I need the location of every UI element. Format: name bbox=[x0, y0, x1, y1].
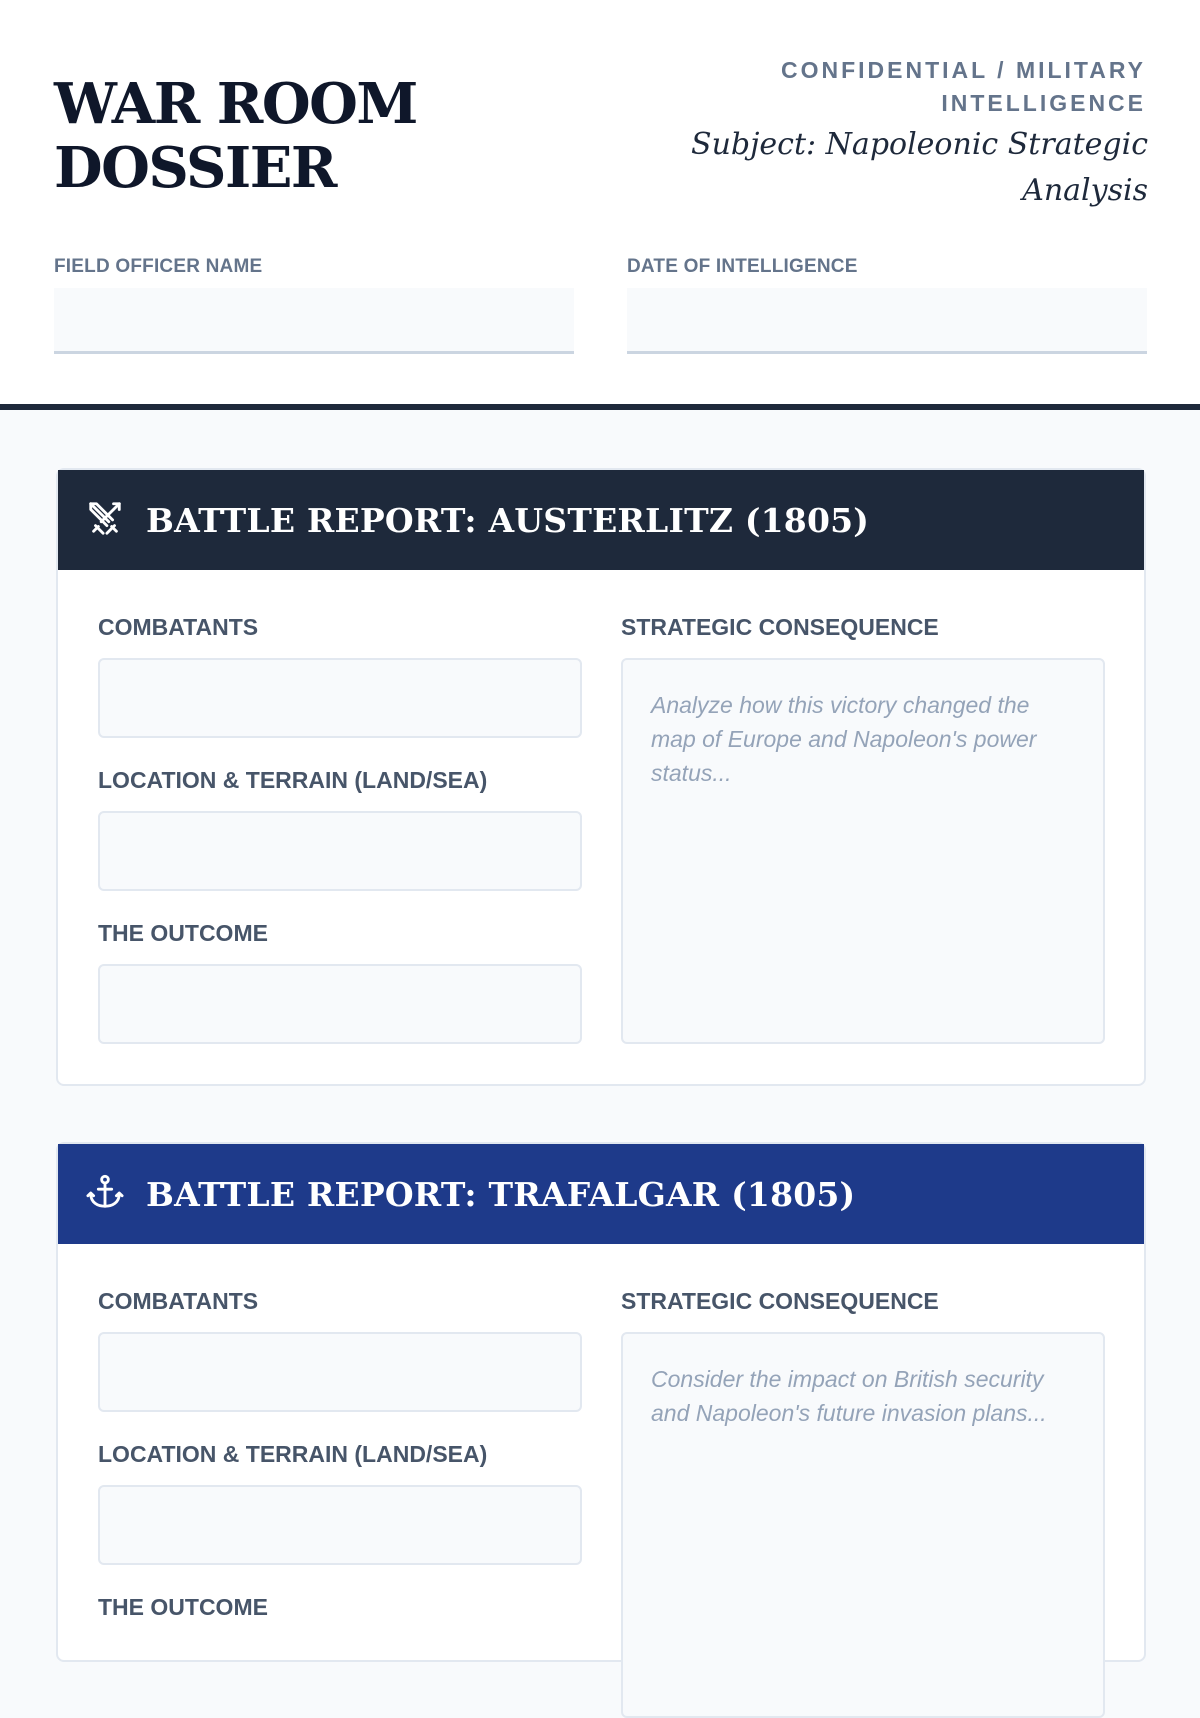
battle-report-austerlitz bbox=[56, 468, 1146, 1086]
field-officer-label: FIELD OFFICER NAME bbox=[54, 256, 263, 277]
battle-report-trafalgar bbox=[56, 1142, 1146, 1662]
subject-line: Subject: Napoleonic Strategic Analysis bbox=[691, 127, 1148, 208]
page-title: WAR ROOM DOSSIER bbox=[54, 71, 417, 201]
card-title: BATTLE REPORT: TRAFALGAR (1805) bbox=[146, 1174, 856, 1214]
combatants-input[interactable] bbox=[98, 1332, 582, 1412]
outcome-label: THE OUTCOME bbox=[98, 1594, 268, 1620]
date-input[interactable] bbox=[627, 288, 1147, 354]
anchor-icon bbox=[86, 1173, 124, 1216]
card-header bbox=[58, 1144, 1144, 1244]
dossier-header bbox=[0, 0, 1200, 410]
consequence-textarea[interactable]: Analyze how this victory changed the map of Europe and Napoleon's power status... bbox=[621, 658, 1105, 1044]
location-label: LOCATION & TERRAIN (LAND/SEA) bbox=[98, 1441, 488, 1467]
crossed-swords-icon bbox=[86, 499, 124, 542]
card-title: BATTLE REPORT: AUSTERLITZ (1805) bbox=[146, 500, 870, 540]
consequence-label: STRATEGIC CONSEQUENCE bbox=[621, 614, 939, 640]
outcome-input[interactable] bbox=[98, 964, 582, 1044]
outcome-label: THE OUTCOME bbox=[98, 920, 268, 946]
combatants-input[interactable] bbox=[98, 658, 582, 738]
consequence-label: STRATEGIC CONSEQUENCE bbox=[621, 1288, 939, 1314]
classification-label: CONFIDENTIAL / MILITARY INTELLIGENCE bbox=[780, 57, 1146, 116]
combatants-label: COMBATANTS bbox=[98, 614, 259, 640]
location-input[interactable] bbox=[98, 811, 582, 891]
card-header bbox=[58, 470, 1144, 570]
combatants-label: COMBATANTS bbox=[98, 1288, 259, 1314]
location-input[interactable] bbox=[98, 1485, 582, 1565]
consequence-textarea[interactable]: Consider the impact on British security and Napoleon's future invasion plans... bbox=[621, 1332, 1105, 1718]
date-label: DATE OF INTELLIGENCE bbox=[627, 256, 858, 277]
field-officer-input[interactable] bbox=[54, 288, 574, 354]
location-label: LOCATION & TERRAIN (LAND/SEA) bbox=[98, 767, 488, 793]
